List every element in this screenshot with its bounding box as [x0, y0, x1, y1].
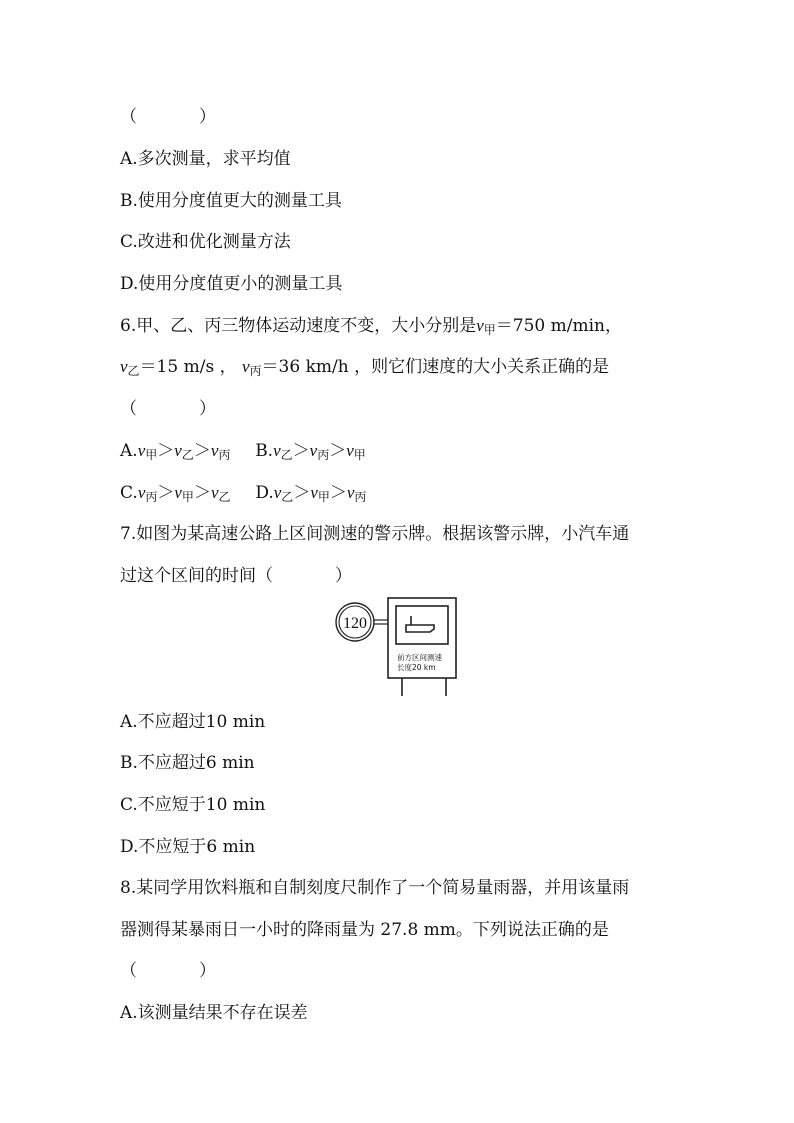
- q5-answer-bracket: （ ）: [120, 107, 216, 127]
- q6-option-b: $B.v_乙>v_丙>v_甲$: [255, 441, 366, 462]
- speed-camera-warning-sign: [330, 594, 462, 698]
- q6-option-d: $D.v_乙>v_甲>v_丙$: [255, 483, 367, 504]
- q6-options-cd: [120, 482, 366, 508]
- sign-text-line-2: 长度20 km: [397, 663, 436, 672]
- q5-option-b: B.使用分度值更大的测量工具: [120, 191, 342, 211]
- q7-option-c: C.不应短于10 min: [120, 795, 266, 815]
- q8-option-a: A.该测量结果不存在误差: [120, 1003, 308, 1023]
- q8-stem-line-1: 8.某同学用饮料瓶和自制刻度尺制作了一个简易量雨器，并用该量雨: [120, 878, 630, 898]
- q8-stem-line-2: 器测得某暴雨日一小时的降雨量为 27.8 mm。下列说法正确的是: [120, 920, 609, 940]
- q6-stem-line-2: $v_乙=15$ m/s ， $v_丙=36$ km/h ，则它们速度的大小关系正确的是: [120, 357, 610, 378]
- q7-option-d: D.不应短于6 min: [120, 837, 256, 857]
- sign-text-line-1: 前方区间测速: [397, 653, 442, 662]
- q7-stem-line-1: 7.如图为某高速公路上区间测速的警示牌。根据该警示牌，小汽车通: [120, 524, 630, 544]
- q7-stem-line-2: 过这个区间的时间（ ）: [120, 566, 352, 586]
- q6-stem-line-1: 6.甲、乙、丙三物体运动速度不变，大小分别是$v_甲=750$ m/min，: [120, 316, 623, 337]
- speed-limit-number: 120: [343, 615, 367, 632]
- q5-option-a: A.多次测量，求平均值: [120, 149, 291, 169]
- q7-option-a: A.不应超过10 min: [120, 712, 266, 732]
- q8-answer-bracket: （ ）: [120, 961, 216, 981]
- q6-answer-bracket: （ ）: [120, 399, 216, 419]
- q6-option-c: $C.v_丙>v_甲>v_乙$: [120, 483, 231, 504]
- q5-option-c: C.改进和优化测量方法: [120, 232, 291, 252]
- q6-option-a: $A.v_甲>v_乙>v_丙$: [120, 441, 231, 462]
- q5-option-d: D.使用分度值更小的测量工具: [120, 274, 343, 294]
- q6-options-ab: [120, 440, 366, 466]
- q7-option-b: B.不应超过6 min: [120, 753, 255, 773]
